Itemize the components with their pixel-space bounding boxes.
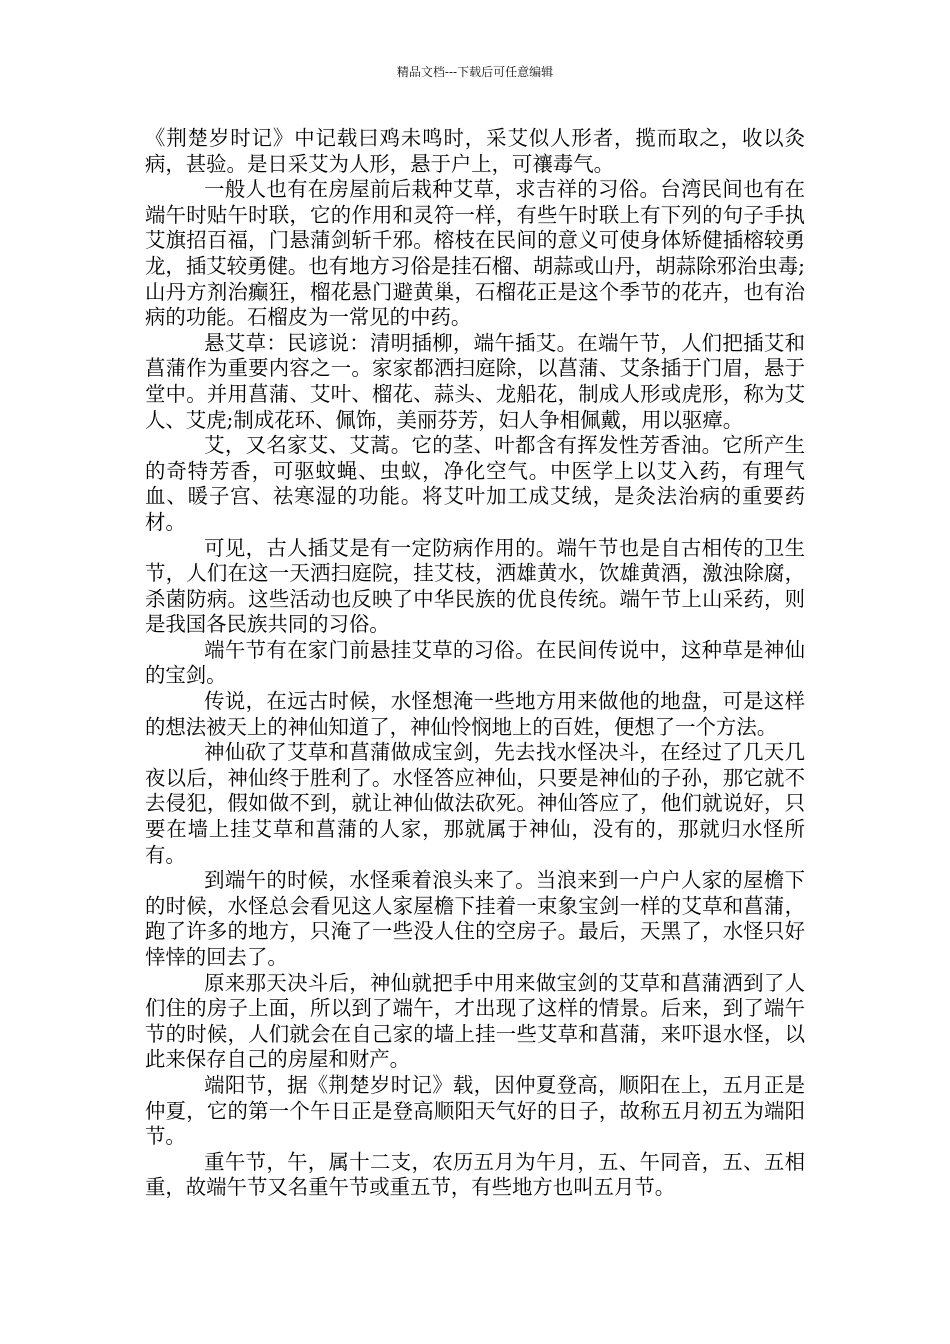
paragraph-6: 端午节有在家门前悬挂艾草的习俗。在民间传说中，这种草是神仙的宝剑。 xyxy=(145,637,805,688)
paragraph-4: 艾，又名家艾、艾蒿。它的茎、叶都含有挥发性芳香油。它所产生的奇特芳香，可驱蚊蝇、虫蚁，净化空气。中医学上以艾入药，有理气血、暖子宫、祛寒湿的功能。将艾叶加工成艾绒，是灸法治病的重要药材。 xyxy=(145,433,805,534)
paragraph-11: 端阳节，据《荆楚岁时记》载，因仲夏登高，顺阳在上，五月正是仲夏，它的第一个午日正是登高顺阳天气好的日子，故称五月初五为端阳节。 xyxy=(145,1072,805,1149)
paragraph-9: 到端午的时候，水怪乘着浪头来了。当浪来到一户户人家的屋檐下的时候，水怪总会看见这人家屋檐下挂着一束象宝剑一样的艾草和菖蒲，跑了许多的地方，只淹了一些没人住的空房子。最后，天黑了，水怪只好悻悻的回去了。 xyxy=(145,868,805,969)
paragraph-8: 神仙砍了艾草和菖蒲做成宝剑，先去找水怪决斗，在经过了几天几夜以后，神仙终于胜利了。水怪答应神仙，只要是神仙的子孙，那它就不去侵犯，假如做不到，就让神仙做法砍死。神仙答应了，他们就说好，只要在墙上挂艾草和菖蒲的人家，那就属于神仙，没有的，那就归水怪所有。 xyxy=(145,740,805,867)
paragraph-7: 传说，在远古时候，水怪想淹一些地方用来做他的地盘，可是这样的想法被天上的神仙知道了，神仙怜悯地上的百姓，便想了一个方法。 xyxy=(145,689,805,739)
paragraph-12: 重午节，午，属十二支，农历五月为午月，五、午同音，五、五相重，故端午节又名重午节或重五节，有些地方也叫五月节。 xyxy=(145,1149,805,1200)
paragraph-5: 可见，古人插艾是有一定防病作用的。端午节也是自古相传的卫生节，人们在这一天洒扫庭院，挂艾枝，洒雄黄水，饮雄黄酒，激浊除腐，杀菌防病。这些活动也反映了中华民族的优良传统。端午节上山采药，则是我国各民族共同的习俗。 xyxy=(145,535,805,637)
page-header: 精品文档---下载后可任意编辑 xyxy=(396,65,554,79)
paragraph-3: 悬艾草：民谚说：清明插柳，端午插艾。在端午节，人们把插艾和菖蒲作为重要内容之一。家家都洒扫庭除，以菖蒲、艾条插于门眉，悬于堂中。并用菖蒲、艾叶、榴花、蒜头、龙船花，制成人形或虎形，称为艾人、艾虎;制成花环、佩饰，美丽芬芳，妇人争相佩戴，用以驱瘴。 xyxy=(145,330,805,432)
paragraph-10: 原来那天决斗后，神仙就把手中用来做宝剑的艾草和菖蒲洒到了人们住的房子上面，所以到了端午，才出现了这样的情景。后来，到了端午节的时候，人们就会在自己家的墙上挂一些艾草和菖蒲，来吓退水怪，以此来保存自己的房屋和财产。 xyxy=(145,970,805,1072)
paragraph-1: 《荆楚岁时记》中记载曰鸡未鸣时，采艾似人形者，揽而取之，收以灸病，甚验。是日采艾为人形，悬于户上，可禳毒气。 xyxy=(145,126,805,176)
paragraph-2: 一般人也有在房屋前后栽种艾草，求吉祥的习俗。台湾民间也有在端午时贴午时联，它的作用和灵符一样，有些午时联上有下列的句子手执艾旗招百福，门悬蒲剑斩千邪。榕枝在民间的意义可使身体矫健插榕较勇龙，插艾较勇健。也有地方习俗是挂石榴、胡蒜或山丹，胡蒜除邪治虫毒;山丹方剂治癫狂，榴花悬门避黄巢，石榴花正是这个季节的花卉，也有治病的功能。石榴皮为一常见的中药。 xyxy=(145,177,805,330)
document-body xyxy=(145,126,805,1201)
